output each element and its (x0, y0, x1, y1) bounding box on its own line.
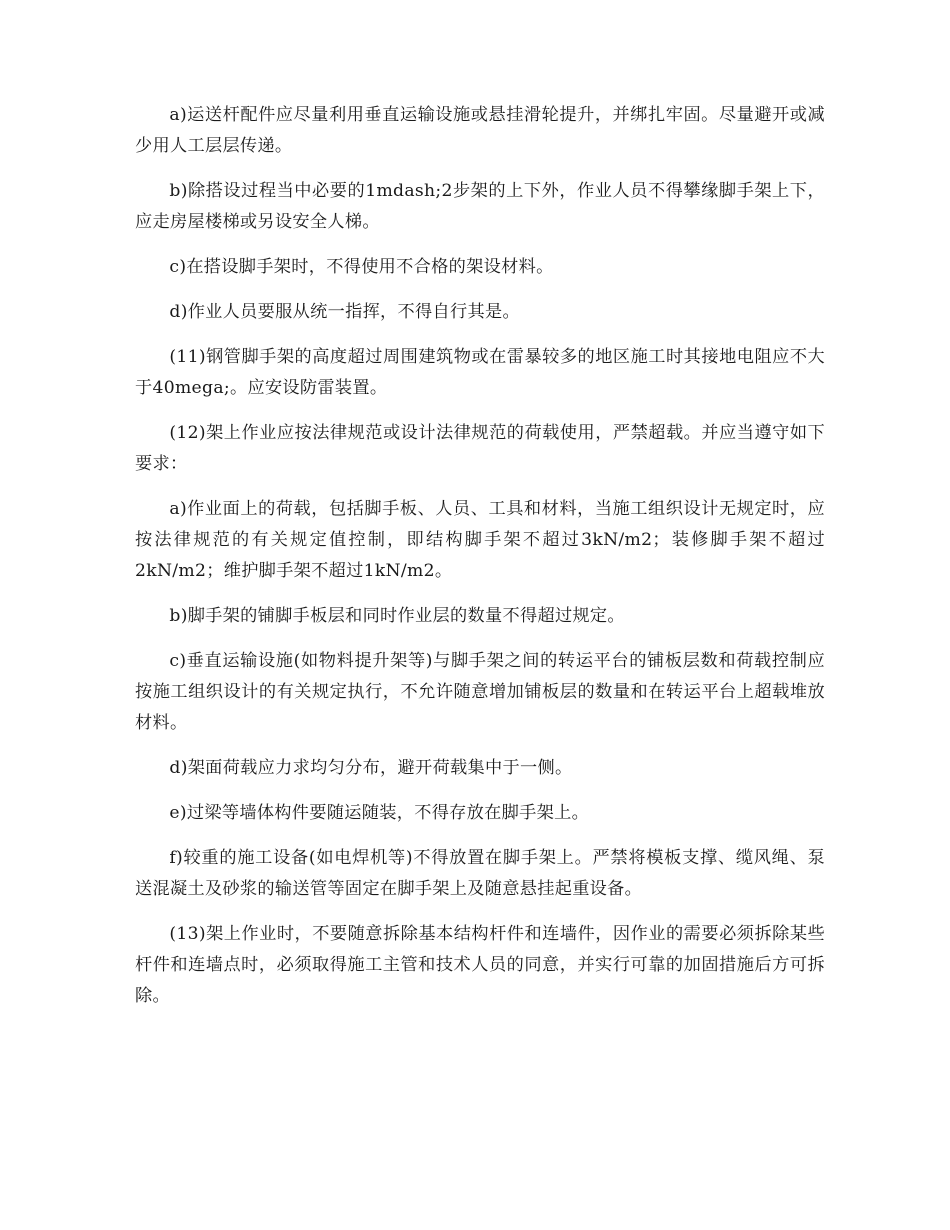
paragraph-c-materials: c)在搭设脚手架时，不得使用不合格的架设材料。 (169, 257, 554, 277)
paragraph-b-climbing: b)除搭设过程当中必要的1mdash;2步架的上下外，作业人员不得攀缘脚手架上下，应走房屋楼梯或另设安全人梯。 (135, 181, 825, 232)
paragraph-d-command: d)作业人员要服从统一指挥，不得自行其是。 (169, 302, 520, 322)
paragraph-a-transport: a)运送杆配件应尽量利用垂直运输设施或悬挂滑轮提升，并绑扎牢固。尽量避开或减少用人工层层传递。 (135, 105, 825, 156)
paragraph-13-dismantling: (13)架上作业时，不要随意拆除基本结构杆件和连墙件，因作业的需要必须拆除某些杆件和连墙点时，必须取得施工主管和技术人员的同意，并实行可靠的加固措施后方可拆除。 (135, 924, 825, 1006)
paragraph-11-grounding: (11)钢管脚手架的高度超过周围建筑物或在雷暴较多的地区施工时其接地电阻应不大于40mega;。应安设防雷装置。 (135, 347, 825, 398)
paragraph-b-layers: b)脚手架的铺脚手板层和同时作业层的数量不得超过规定。 (169, 606, 625, 626)
paragraph-d-distribution: d)架面荷载应力求均匀分布，避开荷载集中于一侧。 (169, 758, 573, 778)
paragraph-a-load-limits: a)作业面上的荷载，包括脚手板、人员、工具和材料，当施工组织设计无规定时，应按法律规范的有关规定值控制，即结构脚手架不超过3kN/m2；装修脚手架不超过2kN/m2；维护脚手架不超过1kN/m2。 (135, 499, 825, 581)
paragraph-f-equipment: f)较重的施工设备(如电焊机等)不得放置在脚手架上。严禁将模板支撑、缆风绳、泵送混凝土及砂浆的输送管等固定在脚手架上及随意悬挂起重设备。 (135, 848, 825, 899)
paragraph-e-lintels: e)过梁等墙体构件要随运随装，不得存放在脚手架上。 (169, 803, 590, 823)
paragraph-c-platform: c)垂直运输设施(如物料提升架等)与脚手架之间的转运平台的铺板层数和荷载控制应按施工组织设计的有关规定执行，不允许随意增加铺板层的数量和在转运平台上超载堆放材料。 (135, 651, 825, 733)
paragraph-12-load: (12)架上作业应按法律规范或设计法律规范的荷载使用，严禁超载。并应当遵守如下要求： (135, 423, 825, 474)
document-body (135, 100, 825, 1026)
